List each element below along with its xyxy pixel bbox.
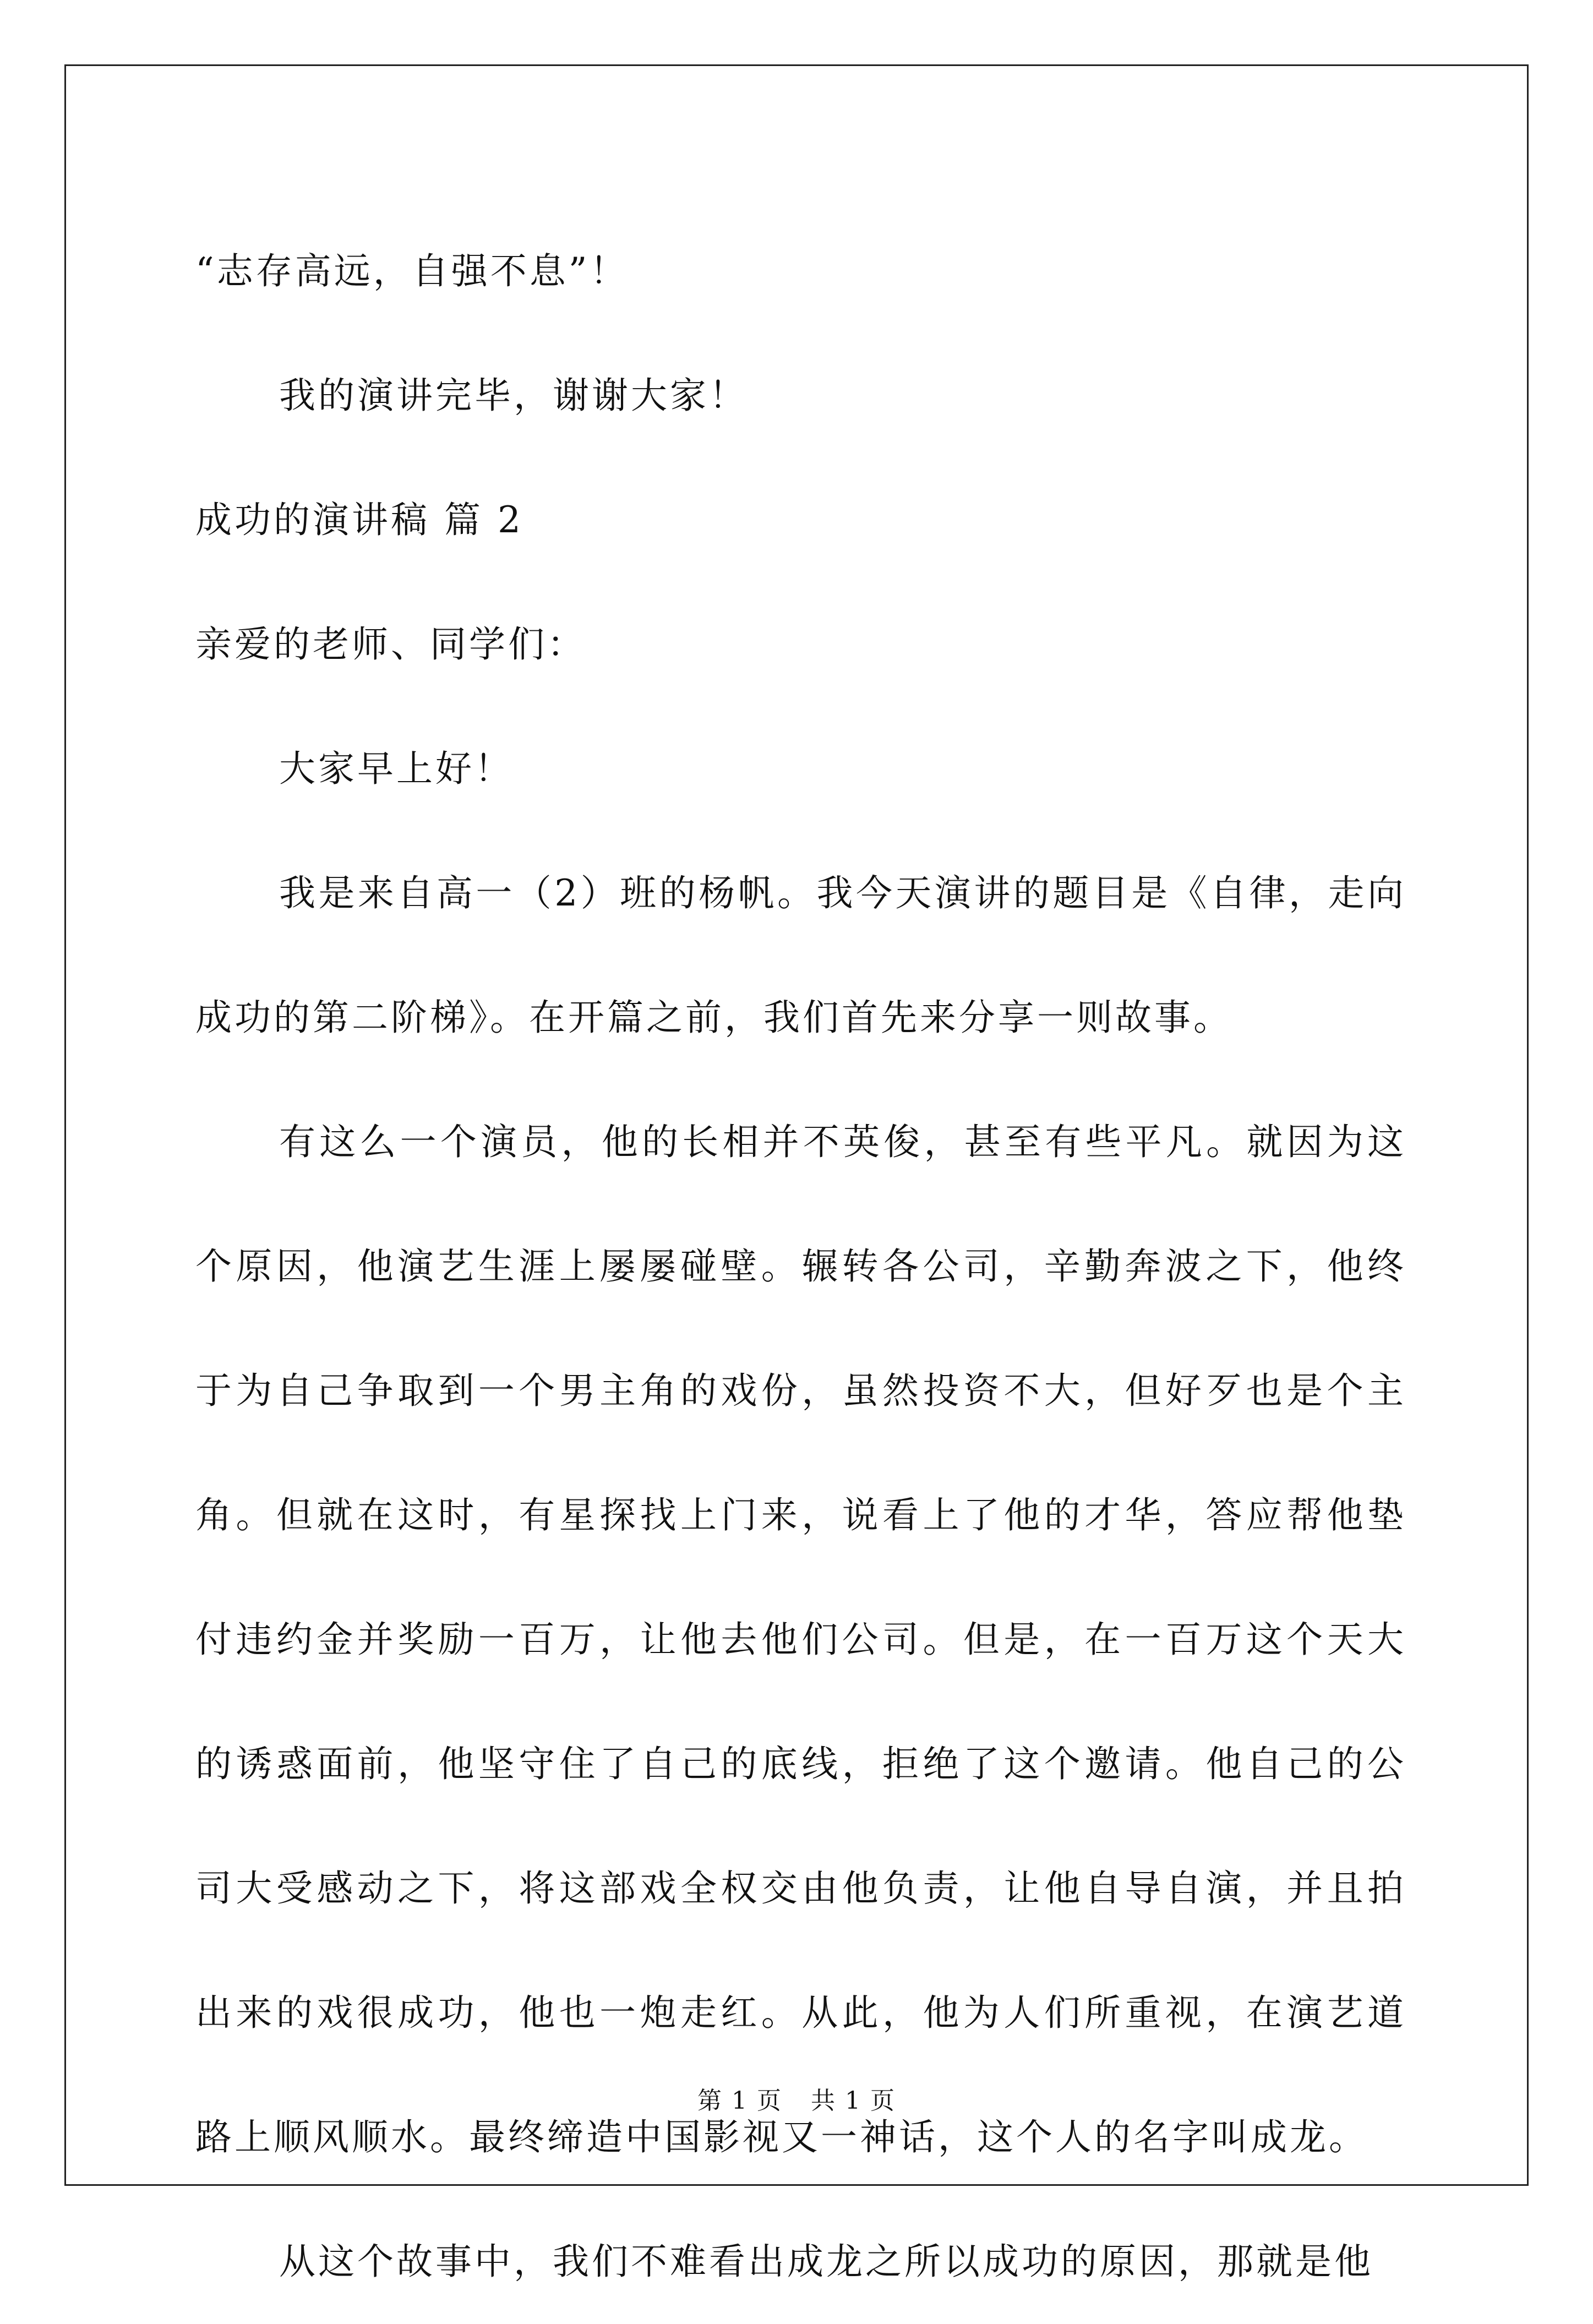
quote-line: “志存高远，自强不息”！	[195, 250, 629, 292]
page-footer	[0, 2081, 1593, 2116]
greeting: 大家早上好！	[279, 748, 514, 790]
page-total: 共 1 页	[811, 2087, 896, 2115]
section-heading: 成功的演讲稿 篇 2	[195, 499, 523, 541]
document-body	[195, 209, 1406, 2324]
story-paragraph: 有这么一个演员，他的长相并不英俊，甚至有些平凡。就因为这个原因，他演艺生涯上屡屡碰壁。辗转各公司，辛勤奔波之下，他终于为自己争取到一个男主角的戏份，虽然投资不大，但好歹也是个主角。但就在这时，有星探找上门来，说看上了他的才华，答应帮他垫付违约金并奖励一百万，让他去他们公司。但是，在一百万这个天大的诱惑面前，他坚守住了自己的底线，拒绝了这个邀请。他自己的公司大受感动之下，将这部戏全权交由他负责，让他自导自演，并且拍出来的戏很成功，他也一炮走红。从此，他为人们所重视，在演艺道路上顺风顺水。最终缔造中国影视又一神话，这个人的名字叫成龙。	[195, 1121, 1406, 2158]
page-number: 第 1 页	[697, 2087, 782, 2115]
closing-line: 我的演讲完毕，谢谢大家！	[279, 374, 748, 417]
intro-paragraph: 我是来自高一（2）班的杨帆。我今天演讲的题目是《自律，走向成功的第二阶梯》。在开篇之前，我们首先来分享一则故事。	[195, 872, 1406, 1039]
conclusion-paragraph: 从这个故事中，我们不难看出成龙之所以成功的原因，那就是他	[279, 2240, 1373, 2283]
salutation: 亲爱的老师、同学们：	[195, 623, 586, 665]
